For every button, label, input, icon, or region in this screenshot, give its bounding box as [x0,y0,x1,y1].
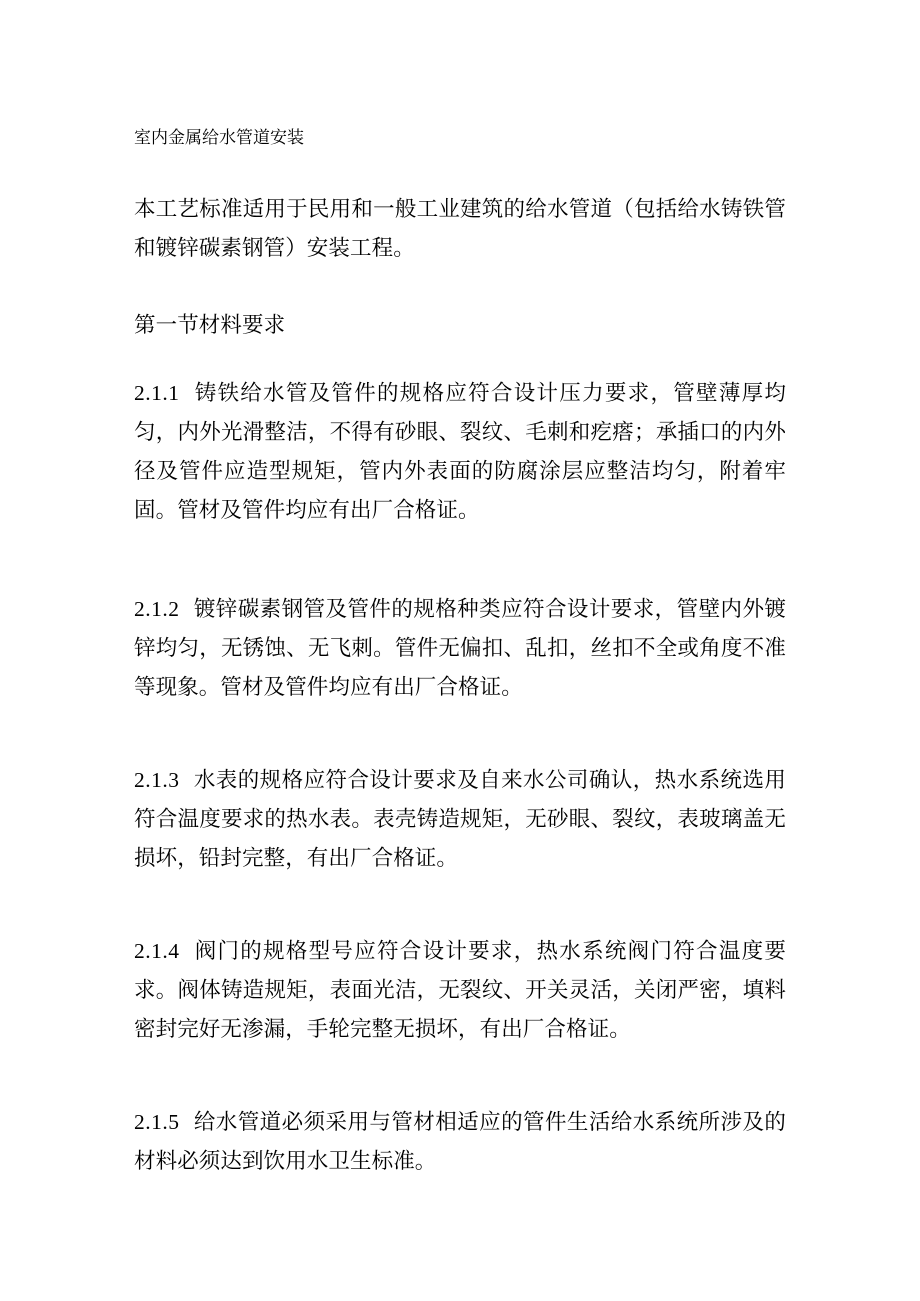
intro-paragraph: 本工艺标准适用于民用和一般工业建筑的给水管道（包括给水铸铁管和镀锌碳素钢管）安装工程。 [134,197,786,261]
clause-number: 2.1.1 [134,381,180,405]
clause-text: 阀门的规格型号应符合设计要求，热水系统阀门符合温度要求。阀体铸造规矩，表面光洁，无裂纹、开关灵活，关闭严密，填料密封完好无渗漏，手轮完整无损坏，有出厂合格证。 [134,939,786,1042]
clause-paragraph [134,932,786,1049]
clause-text: 镀锌碳素钢管及管件的规格种类应符合设计要求，管壁内外镀锌均匀，无锈蚀、无飞刺。管件无偏扣、乱扣，丝扣不全或角度不准等现象。管材及管件均应有出厂合格证。 [134,597,786,700]
clause-number: 2.1.4 [134,939,180,963]
document-title: 室内金属给水管道安装 [134,128,304,148]
clause-paragraph [134,374,786,530]
clause-text: 铸铁给水管及管件的规格应符合设计压力要求，管壁薄厚均匀，内外光滑整洁，不得有砂眼、裂纹、毛刺和疙瘩；承插口的内外径及管件应造型规矩，管内外表面的防腐涂层应整洁均匀，附着牢固。管材及管件均应有出厂合格证。 [134,381,786,523]
clause-number: 2.1.5 [134,1110,180,1134]
clause-number: 2.1.3 [134,768,180,792]
clause-number: 2.1.2 [134,597,180,621]
clause-paragraph [134,590,786,707]
clause-paragraph [134,761,786,878]
clause-paragraph [134,1103,786,1181]
section-heading: 第一节材料要求 [134,313,286,338]
clause-text: 给水管道必须采用与管材相适应的管件生活给水系统所涉及的材料必须达到饮用水卫生标准。 [134,1110,786,1174]
clause-text: 水表的规格应符合设计要求及自来水公司确认，热水系统选用符合温度要求的热水表。表壳铸造规矩，无砂眼、裂纹，表玻璃盖无损坏，铅封完整，有出厂合格证。 [134,768,786,871]
